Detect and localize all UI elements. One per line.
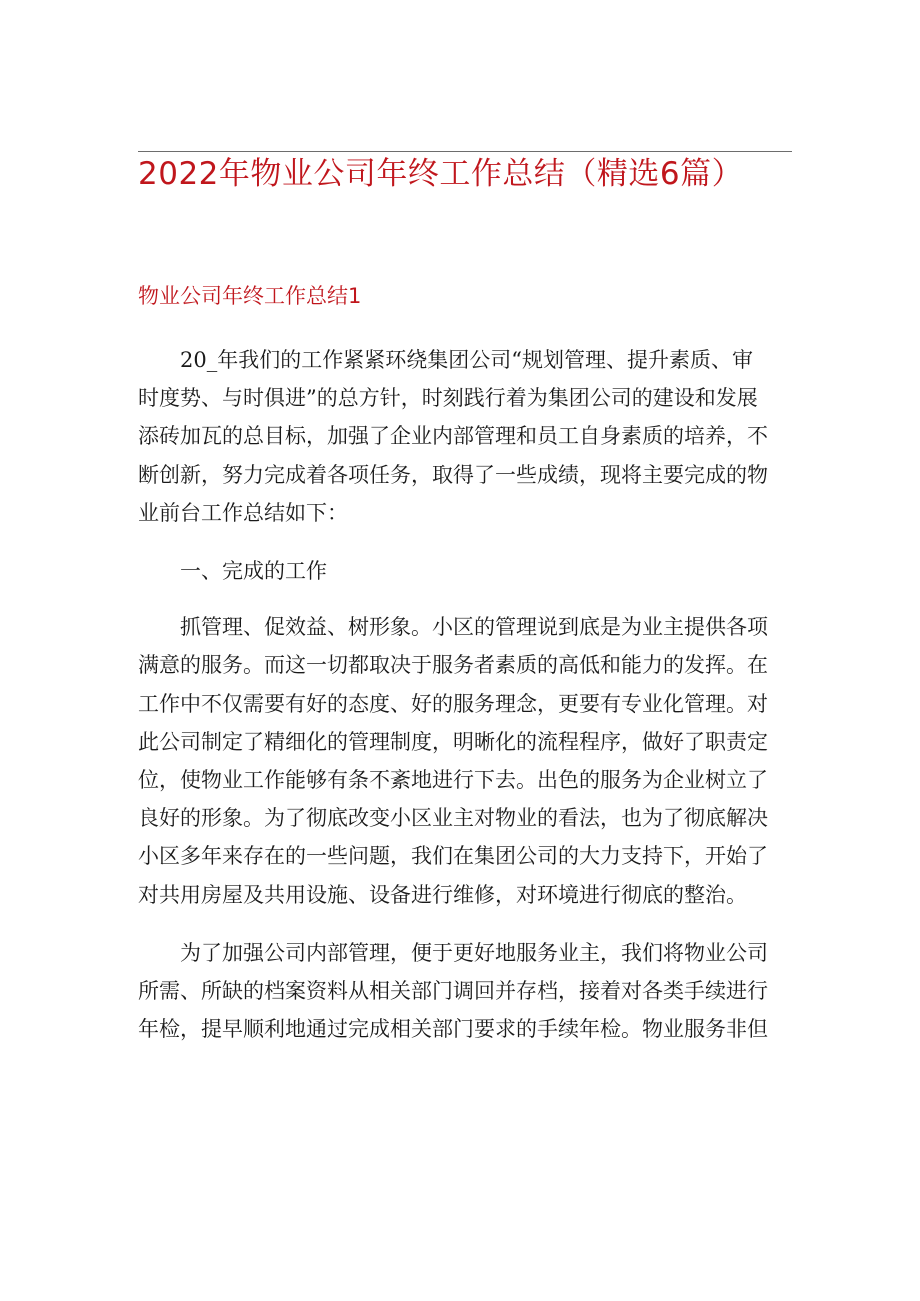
text-line: 抓管理、促效益、树形象。小区的管理说到底是为业主提供各项 bbox=[180, 615, 768, 640]
text-line: 时度势、与时俱进”的总方针，时刻践行着为集团公司的建设和发展 bbox=[138, 386, 758, 411]
paragraph-management bbox=[138, 608, 792, 914]
text-line: 满意的服务。而这一切都取决于服务者素质的高低和能力的发挥。在 bbox=[138, 653, 768, 678]
text-line: 为了加强公司内部管理，便于更好地服务业主，我们将物业公司 bbox=[180, 940, 768, 965]
text-line: 位，使物业工作能够有条不紊地进行下去。出色的服务为企业树立了 bbox=[138, 768, 768, 793]
section-heading: 物业公司年终工作总结1 bbox=[138, 284, 362, 308]
text-line: 工作中不仅需要有好的态度、好的服务理念，更要有专业化管理。对 bbox=[138, 691, 768, 716]
text-line: 对共用房屋及共用设施、设备进行维修，对环境进行彻底的整治。 bbox=[138, 882, 747, 907]
text-line: 业前台工作总结如下： bbox=[138, 500, 348, 525]
paragraph-subheading bbox=[138, 552, 792, 590]
text-line: 此公司制定了精细化的管理制度，明晰化的流程程序，做好了职责定 bbox=[138, 729, 768, 754]
text-line: 良好的形象。为了彻底改变小区业主对物业的看法，也为了彻底解决 bbox=[138, 806, 768, 831]
text-line: 年检，提早顺利地通过完成相关部门要求的手续年检。物业服务非但 bbox=[138, 1017, 768, 1042]
text-line: 20_年我们的工作紧紧环绕集团公司“规划管理、提升素质、审 bbox=[180, 348, 753, 372]
text-line: 一、完成的工作 bbox=[180, 559, 327, 584]
text-line: 断创新，努力完成着各项任务，取得了一些成绩，现将主要完成的物 bbox=[138, 462, 768, 487]
body-text bbox=[138, 341, 792, 1048]
text-line: 小区多年来存在的一些问题，我们在集团公司的大力支持下，开始了 bbox=[138, 844, 768, 869]
paragraph-internal bbox=[138, 934, 792, 1049]
paragraph-intro bbox=[138, 341, 792, 532]
document-title: 2022年物业公司年终工作总结（精选6篇） bbox=[138, 156, 744, 192]
text-line: 添砖加瓦的总目标，加强了企业内部管理和员工自身素质的培养，不 bbox=[138, 424, 768, 449]
text-line: 所需、所缺的档案资料从相关部门调回并存档，接着对各类手续进行 bbox=[138, 979, 768, 1004]
